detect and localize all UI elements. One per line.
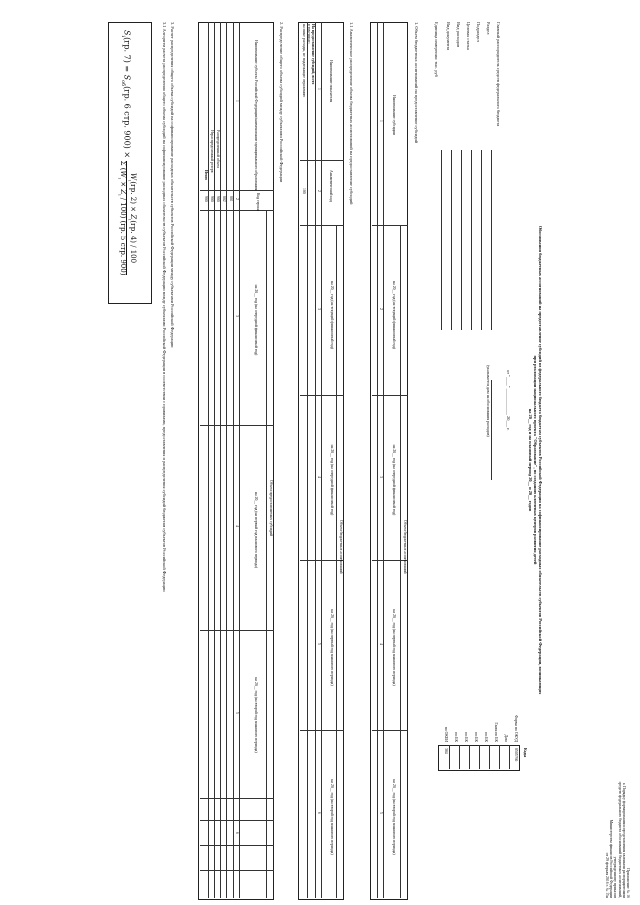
section1-title: 1. Объем бюджетных ассигнований на предоставление субсидий xyxy=(414,22,419,144)
section1-table xyxy=(370,22,408,900)
codes-row-label: по БК xyxy=(454,732,458,742)
title-line: на 20__ год и на плановый период 20__ и 20__ годов xyxy=(528,408,534,512)
label-subsection: Подраздел xyxy=(476,22,481,42)
s11-col-code: Аналитический код xyxy=(329,170,333,202)
section3-title: 3. Расчет распределения общего объема субсидий на софинансирование расходных обязательств субъектов Российской Федерации между субъектами Российской Федерации xyxy=(170,22,175,348)
appendix-line: Министерства финансов Российской Федерации xyxy=(609,819,614,898)
s1-col-4: на 20__ год (на второй год планового периода) xyxy=(392,779,396,855)
label-document-type: Вид документа xyxy=(446,22,451,51)
s11-row-total: На предоставление субсидий, всего xyxy=(311,24,315,85)
codes-row-label: по БК xyxy=(474,732,478,742)
s2-col-3: на 20__ год (на второй год планового периода) xyxy=(254,677,258,753)
s11-col-3: на 20__ год (на первый год планового периода) xyxy=(330,609,334,686)
s11-row-code: 100 xyxy=(302,188,306,194)
s11-num: 3 xyxy=(317,308,321,310)
s2-num: 6 xyxy=(235,832,239,834)
s2-row-distributed: Распределенный объем xyxy=(216,130,220,168)
s11-col-1: на 20__ год (на текущий финансовый год) xyxy=(330,281,334,349)
s11-row-incl: в том числе: xyxy=(307,24,311,44)
s11-num: 4 xyxy=(317,476,321,478)
s2-col-1: на 20__ год (на очередной финансовый год) xyxy=(254,284,258,356)
s2-col-code: Код строки xyxy=(256,193,260,212)
section11-title: 1.1 Аналитическое распределение объема бюджетных ассигнований на предоставление субсидий xyxy=(349,22,354,205)
appendix-line: средств федерального бюджета обоснований бюджетных ассигнований, xyxy=(617,781,622,898)
s2-col-2: на 20__ год (на первый год планового периода) xyxy=(254,491,258,569)
s11-col-name: Наименование показателя xyxy=(329,60,333,103)
appendix-line: к Порядку формирования и представления главными распорядителями xyxy=(621,783,626,898)
date-line: от "____" ____________ 20___ г. xyxy=(506,370,511,431)
title-line: при реализации национального проекта "Образование", по созданию ключевых центров развития детей xyxy=(533,355,539,565)
s11-col-4: на 20__ год (на второй год планового периода) xyxy=(330,779,334,855)
s2-num: 5 xyxy=(235,712,239,714)
appendix-line: от 29 февраля 2016 г. № 15н xyxy=(605,852,610,898)
s2-col-name: Наименование субъекта Российской Федерации/наименование муниципального образования xyxy=(254,40,258,191)
label-unit: Единица измерения: тыс. руб xyxy=(434,22,439,77)
s11-num: 5 xyxy=(317,643,321,645)
s1-col-2: на 20__ год (на очередной финансовый год) xyxy=(392,444,396,516)
s2-group: Объем предоставляемых субсидий xyxy=(269,480,273,537)
codes-row-value: 0505760 xyxy=(514,748,518,762)
s2-num: 1 xyxy=(235,100,239,102)
s1-num: 3 xyxy=(379,476,383,478)
s2-num: 4 xyxy=(235,525,239,527)
label-main-distributor: Главный распорядитель средств федерального бюджета xyxy=(496,22,501,127)
s2-code: 900 xyxy=(210,196,214,202)
s2-row-total: Итого xyxy=(204,170,208,181)
s1-group: Объем бюджетных ассигнований xyxy=(403,520,407,574)
s1-num: 1 xyxy=(379,120,383,122)
s2-row-reserve: Нераспределенный резерв xyxy=(210,130,214,173)
codes-row-label: Дата xyxy=(504,734,508,742)
appendix-line: утвержденному приказом xyxy=(613,856,618,898)
s2-code: 002 xyxy=(222,196,226,202)
label-section: Раздел xyxy=(486,22,491,35)
appendix-block xyxy=(605,780,630,898)
title-line: Обоснования бюджетных ассигнований на предоставление субсидий из федерального бюджета бюджетам субъектов Российской Федерации на софинансирование расходных обязательств субъектов Российской Федерации, возникающих xyxy=(538,225,543,695)
label-target-article: Целевая статья xyxy=(466,22,471,51)
s1-col-1: на 20__ год (на текущий финансовый год) xyxy=(392,281,396,349)
codes-row-label: Глава по БК xyxy=(494,722,498,742)
date-caption: (указывается дата на обоснования расходов) xyxy=(486,365,490,437)
s2-code: 900 xyxy=(216,196,220,202)
section3-subtitle: 3.1 Алгоритм расчета распределения общего объема субсидий на софинансирование расходных обязательств субъектов Российской Федерации между субъектами Российской Федерации в соответствии с правилами, предоставления и распределения субсидий бюджетам субъектов Российской Федерации xyxy=(162,22,167,592)
formula: $S_i(гр$. $7) = S_{об}(гр$. 6 стр. 900) × $W_i(гр$. $2) \times Z_i(гр$. 4) / 100 Σ $(W_i \times Z_i / 100)$ (гр. 5 стр. 900) xyxy=(117,30,137,276)
s2-code: 001 xyxy=(229,196,233,202)
s11-row-other: на иные расходы, не подлежащие отражению xyxy=(302,24,306,98)
codes-title: Коды xyxy=(523,748,527,758)
label-expense-type: Вид расходов xyxy=(456,22,461,48)
s2-code: 900 xyxy=(204,196,208,202)
s1-num: 5 xyxy=(379,812,383,814)
appendix-line: Приложение № 16 xyxy=(626,868,630,898)
s1-num: 2 xyxy=(379,308,383,310)
s1-col-3: на 20__ год (на первый год планового периода) xyxy=(392,609,396,686)
codes-row-label: по БК xyxy=(484,732,488,742)
codes-row-label: Форма по ОКУД xyxy=(514,715,518,742)
s1-col-name: Наименование субсидии xyxy=(392,95,396,135)
s2-num: 2 xyxy=(235,198,239,200)
s11-num: 6 xyxy=(317,812,321,814)
section2-title: 2. Распределение общего объема субсидий между субъектами Российской Федерации xyxy=(279,22,284,183)
document-title xyxy=(527,100,542,820)
codes-row-value: 384 xyxy=(444,748,448,754)
s11-num: 1 xyxy=(317,88,321,90)
s11-num: 2 xyxy=(317,190,321,192)
codes-row-label: по ОКЕИ xyxy=(444,726,448,742)
s11-col-2: на 20__ год (на очередной финансовый год) xyxy=(330,444,334,516)
s1-num: 4 xyxy=(379,643,383,645)
codes-row-label: по БК xyxy=(464,732,468,742)
s2-num: 3 xyxy=(235,315,239,317)
s11-group: Объем бюджетных ассигнований xyxy=(339,520,343,574)
